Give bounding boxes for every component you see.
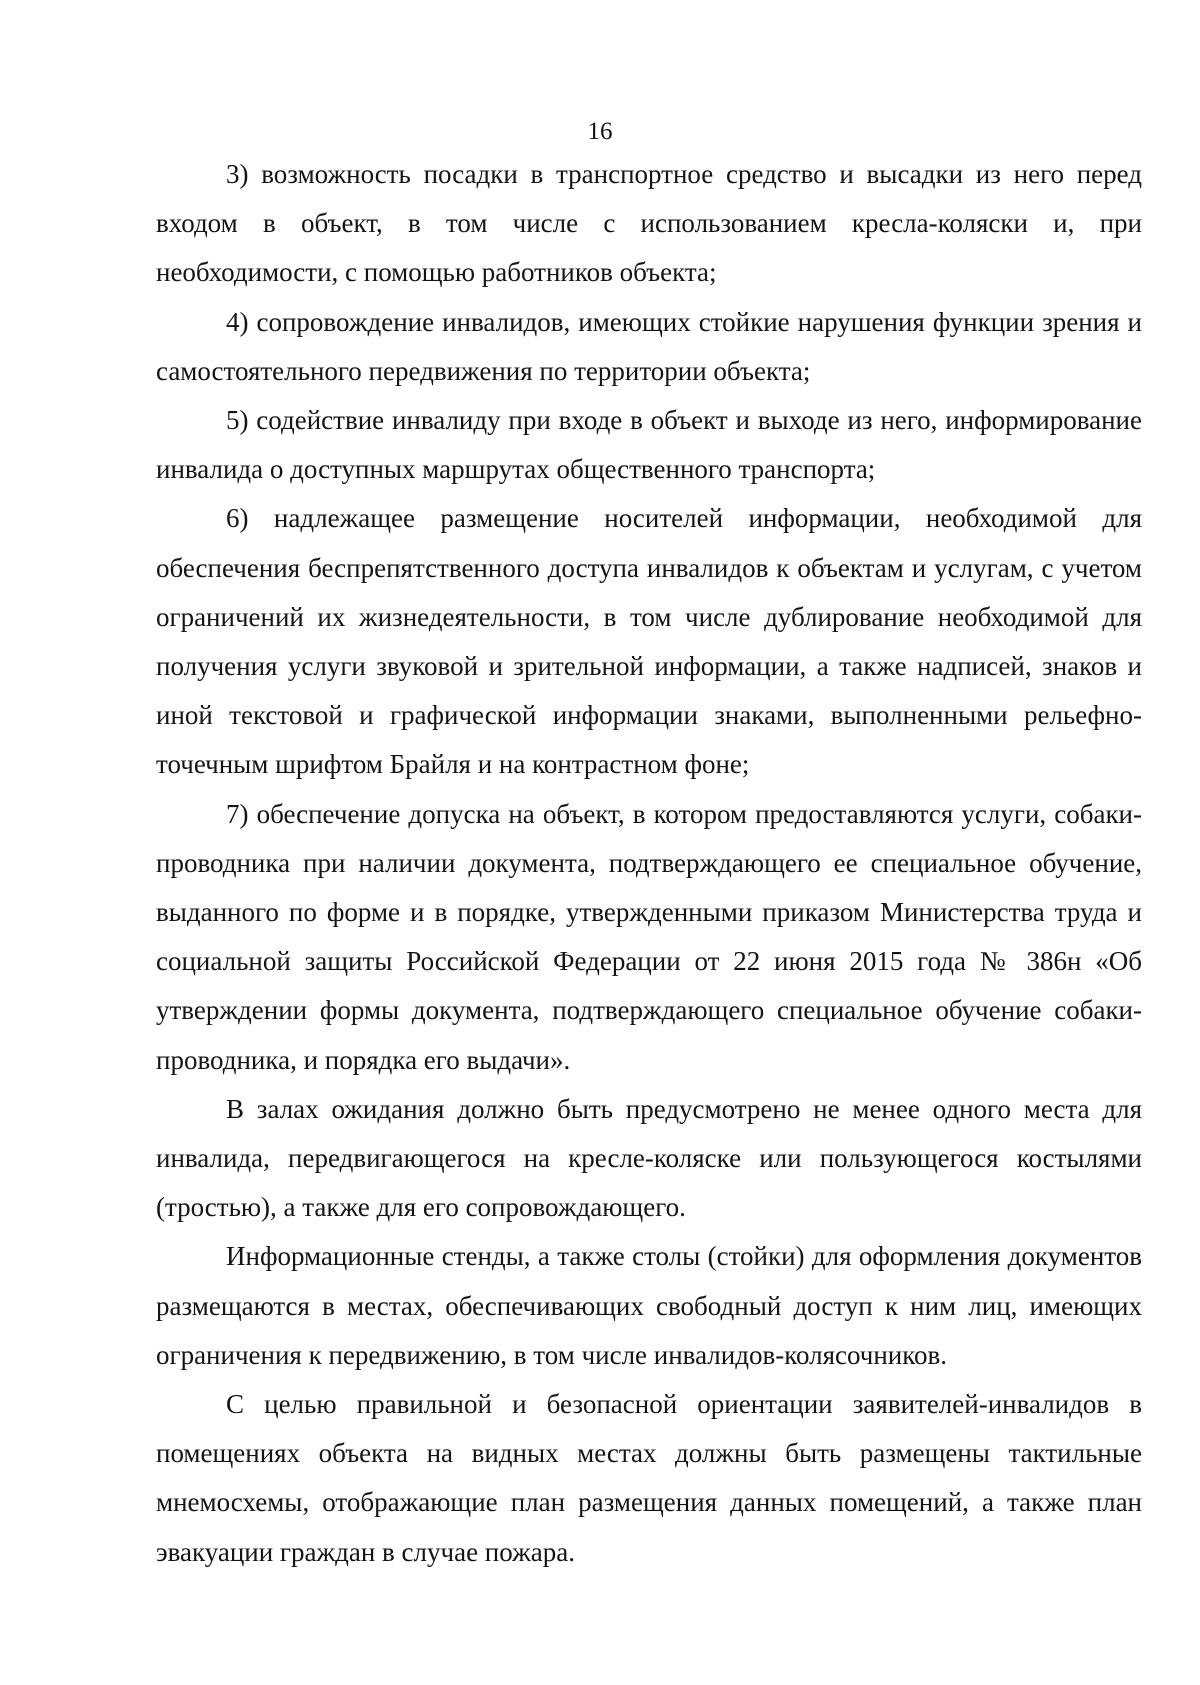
- paragraph-item-4: 4) сопровождение инвалидов, имеющих стойкие нарушения функции зрения и самостоятельного передвижения по территории объекта;: [156, 306, 1142, 386]
- document-body: [156, 150, 1142, 1577]
- paragraph-waiting-halls: В залах ожидания должно быть предусмотрено не менее одного места для инвалида, передвигающегося на кресле-коляске или пользующегося костылями (тростью), а также для его сопровождающего.: [156, 1093, 1142, 1223]
- paragraph-item-6: 6) надлежащее размещение носителей информации, необходимой для обеспечения беспрепятственного доступа инвалидов к объектам и услугам, с учетом ограничений их жизнедеятельности, в том числе дублирование необходимой для получения услуги звуковой и зрительной информации, а также надписей, знаков и иной текстовой и графической информации знаками, выполненными рельефно-точечным шрифтом Брайля и на контрастном фоне;: [156, 503, 1142, 780]
- paragraph-info-stands: Информационные стенды, а также столы (стойки) для оформления документов размещаются в местах, обеспечивающих свободный доступ к ним лиц, имеющих ограничения к передвижению, в том числе инвалидов-колясочников.: [156, 1241, 1142, 1370]
- page-number: 16: [587, 118, 613, 145]
- paragraph-item-5: 5) содействие инвалиду при входе в объект и выходе из него, информирование инвалида о доступных маршрутах общественного транспорта;: [156, 405, 1142, 485]
- paragraph-tactile-schemes: С целью правильной и безопасной ориентации заявителей-инвалидов в помещениях объекта на видных местах должны быть размещены тактильные мнемосхемы, отображающие план размещения данных помещений, а также план эвакуации граждан в случае пожара.: [156, 1389, 1142, 1567]
- paragraph-item-7: 7) обеспечение допуска на объект, в котором предоставляются услуги, собаки-проводника при наличии документа, подтверждающего ее специальное обучение, выданного по форме и в порядке, утвержденными приказом Министерства труда и социальной защиты Российской Федерации от 22 июня 2015 года № 386н «Об утверждении формы документа, подтверждающего специальное обучение собаки-проводника, и порядка его выдачи».: [156, 798, 1142, 1075]
- paragraph-item-3: 3) возможность посадки в транспортное средство и высадки из него перед входом в объект, в том числе с использованием кресла-коляски и, при необходимости, с помощью работников объекта;: [156, 159, 1142, 288]
